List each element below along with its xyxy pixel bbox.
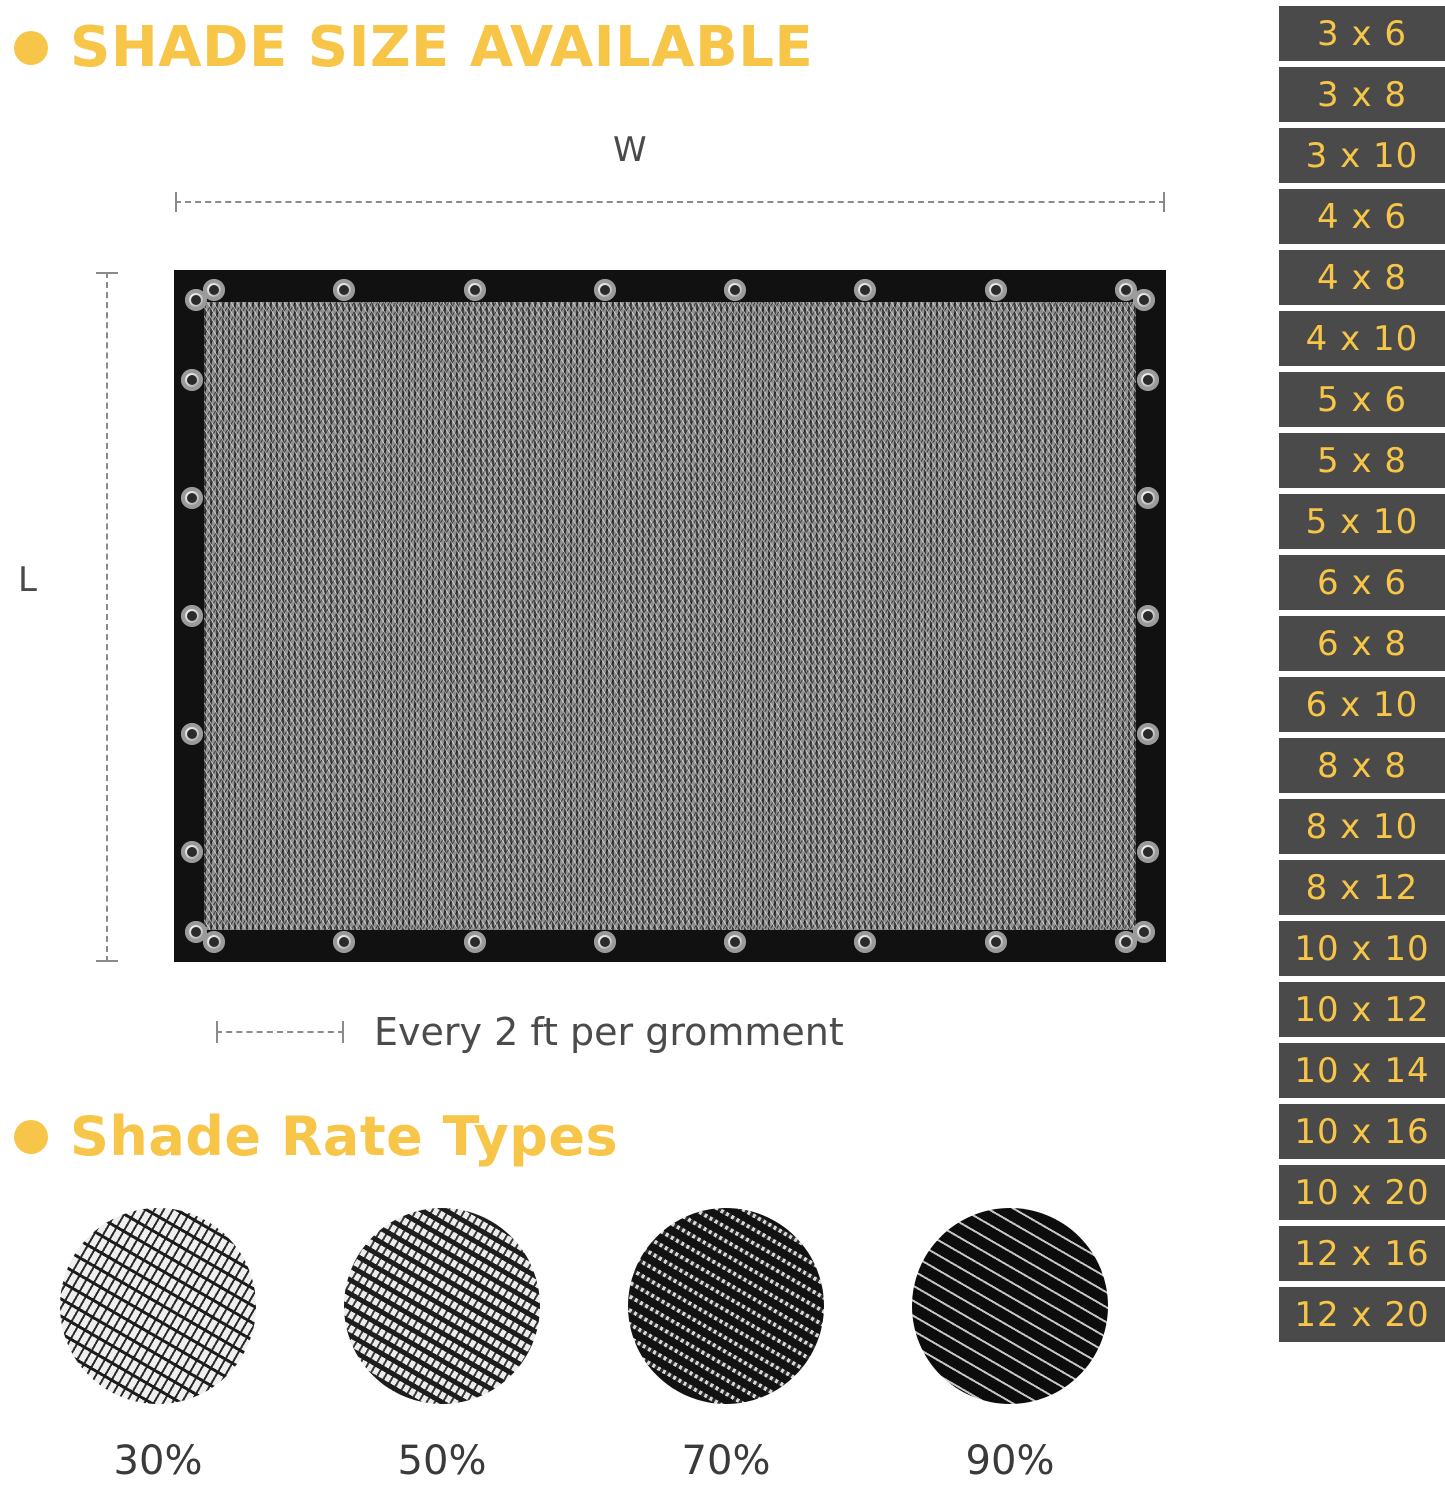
bullet-dot-icon: [14, 1120, 48, 1154]
grommet-top: [724, 279, 746, 301]
mesh-70-swatch: [628, 1208, 824, 1404]
shade-size-heading-label: SHADE SIZE AVAILABLE: [70, 15, 814, 80]
grommet-left: [181, 605, 203, 627]
bullet-dot-icon: [14, 31, 48, 65]
grommet-tick-right: [342, 1021, 344, 1043]
size-chip[interactable]: 10 x 16: [1279, 1104, 1445, 1159]
shade-rate-label: 70%: [681, 1438, 771, 1484]
grommet-right: [1137, 723, 1159, 745]
size-chip[interactable]: 4 x 6: [1279, 189, 1445, 244]
length-dimension-line: [96, 272, 118, 962]
size-chip[interactable]: 4 x 10: [1279, 311, 1445, 366]
grommet-note-label: Every 2 ft per gromment: [374, 1010, 844, 1054]
grommet-bottom: [594, 931, 616, 953]
size-chip[interactable]: 10 x 10: [1279, 921, 1445, 976]
shade-rate-list: [60, 1208, 1200, 1484]
width-dash-line: [175, 201, 1165, 203]
grommet-right: [1137, 369, 1159, 391]
grommet-top: [594, 279, 616, 301]
width-label: W: [613, 130, 647, 170]
grommet-right: [1137, 487, 1159, 509]
grommet-left: [181, 841, 203, 863]
grommet-corner: [185, 289, 207, 311]
mesh-50-swatch: [344, 1208, 540, 1404]
size-chip[interactable]: 8 x 12: [1279, 860, 1445, 915]
size-option-list: [1279, 6, 1445, 1342]
size-chip[interactable]: 8 x 8: [1279, 738, 1445, 793]
size-chip[interactable]: 12 x 16: [1279, 1226, 1445, 1281]
shade-diagram: [0, 120, 1260, 1080]
size-chip[interactable]: 10 x 12: [1279, 982, 1445, 1037]
size-chip[interactable]: 10 x 14: [1279, 1043, 1445, 1098]
grommet-right: [1137, 605, 1159, 627]
shade-rate-heading-label: Shade Rate Types: [70, 1105, 619, 1168]
grommet-corner: [185, 921, 207, 943]
shade-rate-label: 50%: [397, 1438, 487, 1484]
grommet-corner: [1133, 921, 1155, 943]
mesh-30-swatch: [60, 1208, 256, 1404]
mesh-fabric: [204, 302, 1136, 930]
grommet-spacing-dimension: [216, 1021, 344, 1043]
grommet-dash-line: [216, 1031, 344, 1033]
width-dimension-line: [175, 192, 1165, 212]
grommet-top: [333, 279, 355, 301]
shade-cloth-panel: [174, 270, 1166, 962]
shade-size-heading: [14, 15, 814, 80]
shade-rate-item: [628, 1208, 824, 1484]
length-label: L: [18, 560, 37, 600]
shade-rate-item: [60, 1208, 256, 1484]
shade-rate-item: [344, 1208, 540, 1484]
grommet-top: [854, 279, 876, 301]
grommet-bottom: [985, 931, 1007, 953]
size-chip[interactable]: 6 x 8: [1279, 616, 1445, 671]
grommet-left: [181, 487, 203, 509]
mesh-90-swatch: [912, 1208, 1108, 1404]
grommet-left: [181, 369, 203, 391]
size-chip[interactable]: 6 x 10: [1279, 677, 1445, 732]
size-chip[interactable]: 8 x 10: [1279, 799, 1445, 854]
grommet-spacing-note: [216, 1010, 844, 1054]
grommet-bottom: [724, 931, 746, 953]
grommet-top: [985, 279, 1007, 301]
width-tick-right: [1163, 192, 1165, 212]
grommet-right: [1137, 841, 1159, 863]
grommet-corner: [1133, 289, 1155, 311]
grommet-bottom: [464, 931, 486, 953]
size-chip[interactable]: 3 x 10: [1279, 128, 1445, 183]
grommet-top: [464, 279, 486, 301]
shade-rate-label: 30%: [113, 1438, 203, 1484]
grommet-bottom: [333, 931, 355, 953]
size-chip[interactable]: 10 x 20: [1279, 1165, 1445, 1220]
size-chip[interactable]: 5 x 6: [1279, 372, 1445, 427]
grommet-bottom: [854, 931, 876, 953]
size-chip[interactable]: 5 x 8: [1279, 433, 1445, 488]
length-dash-line: [106, 272, 108, 962]
length-tick-bottom: [96, 960, 118, 962]
shade-rate-label: 90%: [965, 1438, 1055, 1484]
grommet-left: [181, 723, 203, 745]
shade-rate-item: [912, 1208, 1108, 1484]
size-chip[interactable]: 6 x 6: [1279, 555, 1445, 610]
shade-rate-heading: [14, 1105, 619, 1168]
size-chip[interactable]: 3 x 6: [1279, 6, 1445, 61]
size-chip[interactable]: 4 x 8: [1279, 250, 1445, 305]
size-chip[interactable]: 3 x 8: [1279, 67, 1445, 122]
size-chip[interactable]: 5 x 10: [1279, 494, 1445, 549]
size-chip[interactable]: 12 x 20: [1279, 1287, 1445, 1342]
